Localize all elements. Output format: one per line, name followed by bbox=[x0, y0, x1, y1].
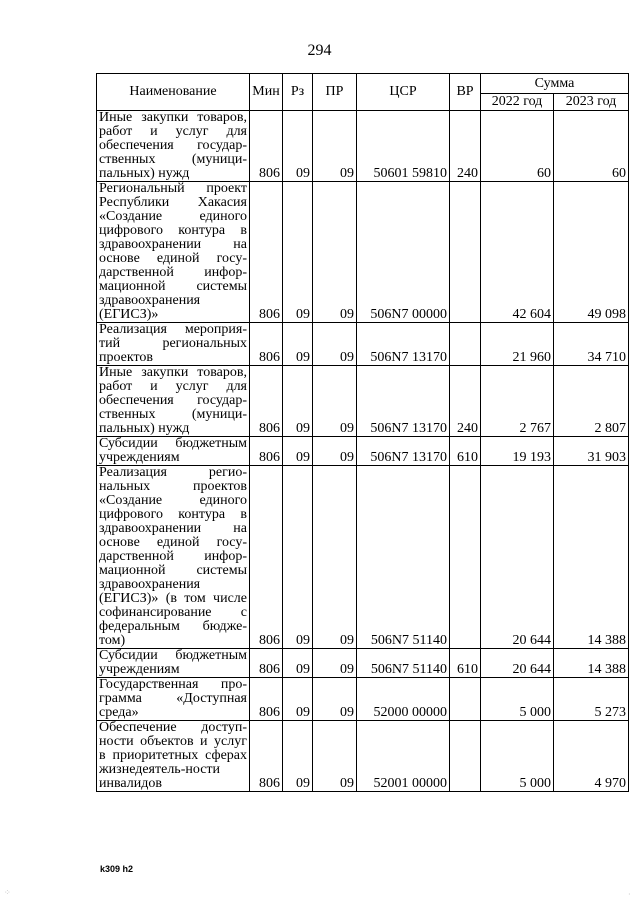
row-name: Региональный проект Республики Хакасия «Создание единого цифрового контура в здравоохранении на основе единой госу-дарственной инфор-мационной системы здравоохранения (ЕГИСЗ)» bbox=[97, 182, 250, 323]
row-pr: 09 bbox=[313, 466, 357, 649]
row-amount-2022: 20 644 bbox=[481, 649, 554, 678]
row-pr: 09 bbox=[313, 649, 357, 678]
row-amount-2023: 31 903 bbox=[554, 437, 629, 466]
row-min: 806 bbox=[250, 111, 283, 182]
row-csr: 506N7 13170 bbox=[357, 323, 450, 366]
row-rz: 09 bbox=[283, 678, 313, 721]
row-amount-2023: 34 710 bbox=[554, 323, 629, 366]
row-amount-2022: 5 000 bbox=[481, 678, 554, 721]
row-csr: 52000 00000 bbox=[357, 678, 450, 721]
header-sum: Сумма bbox=[481, 74, 629, 94]
row-csr: 506N7 13170 bbox=[357, 366, 450, 437]
table-row bbox=[97, 437, 629, 466]
row-name: Субсидии бюджетным учреждениям bbox=[97, 649, 250, 678]
row-min: 806 bbox=[250, 323, 283, 366]
row-rz: 09 bbox=[283, 649, 313, 678]
row-rz: 09 bbox=[283, 366, 313, 437]
header-csr: ЦСР bbox=[357, 74, 450, 111]
row-pr: 09 bbox=[313, 437, 357, 466]
table-row bbox=[97, 649, 629, 678]
row-pr: 09 bbox=[313, 366, 357, 437]
scan-artifact: ⁘ bbox=[4, 888, 11, 897]
row-name: Обеспечение доступ-ности объектов и услуг в приоритетных сферах жизнедеятель-ности инвалидов bbox=[97, 721, 250, 792]
row-pr: 09 bbox=[313, 182, 357, 323]
row-name: Субсидии бюджетным учреждениям bbox=[97, 437, 250, 466]
row-min: 806 bbox=[250, 678, 283, 721]
scan-artifact: · bbox=[628, 890, 631, 899]
row-rz: 09 bbox=[283, 111, 313, 182]
row-vr bbox=[450, 721, 481, 792]
table-row bbox=[97, 366, 629, 437]
row-vr: 610 bbox=[450, 649, 481, 678]
row-vr bbox=[450, 182, 481, 323]
budget-table bbox=[96, 73, 629, 792]
row-amount-2023: 2 807 bbox=[554, 366, 629, 437]
row-amount-2022: 5 000 bbox=[481, 721, 554, 792]
row-name: Иные закупки товаров, работ и услуг для обеспечения государ-ственных (муници-пальных) нужд bbox=[97, 366, 250, 437]
row-amount-2023: 4 970 bbox=[554, 721, 629, 792]
row-vr: 240 bbox=[450, 111, 481, 182]
row-amount-2022: 42 604 bbox=[481, 182, 554, 323]
row-amount-2022: 21 960 bbox=[481, 323, 554, 366]
row-csr: 50601 59810 bbox=[357, 111, 450, 182]
header-year-2023: 2023 год bbox=[554, 94, 629, 111]
row-amount-2022: 2 767 bbox=[481, 366, 554, 437]
row-amount-2023: 5 273 bbox=[554, 678, 629, 721]
row-pr: 09 bbox=[313, 111, 357, 182]
row-csr: 506N7 13170 bbox=[357, 437, 450, 466]
header-year-2022: 2022 год bbox=[481, 94, 554, 111]
table-row bbox=[97, 721, 629, 792]
row-min: 806 bbox=[250, 721, 283, 792]
table-body bbox=[97, 111, 629, 792]
row-min: 806 bbox=[250, 466, 283, 649]
row-rz: 09 bbox=[283, 323, 313, 366]
header-name: Наименование bbox=[97, 74, 250, 111]
row-amount-2022: 60 bbox=[481, 111, 554, 182]
row-pr: 09 bbox=[313, 678, 357, 721]
header-vr: ВР bbox=[450, 74, 481, 111]
row-pr: 09 bbox=[313, 323, 357, 366]
table-row bbox=[97, 678, 629, 721]
row-name: Иные закупки товаров, работ и услуг для обеспечения государ-ственных (муници-пальных) нужд bbox=[97, 111, 250, 182]
header-pr: ПР bbox=[313, 74, 357, 111]
row-name: Реализация мероприя-тий региональных проектов bbox=[97, 323, 250, 366]
row-name: Реализация регио-нальных проектов «Создание единого цифрового контура в здравоохранении на основе единой госу-дарственной инфор-мационной системы здравоохранения (ЕГИСЗ)» (в том числе софинансирование с федеральным бюдже-том) bbox=[97, 466, 250, 649]
row-rz: 09 bbox=[283, 437, 313, 466]
header-rz: Рз bbox=[283, 74, 313, 111]
row-pr: 09 bbox=[313, 721, 357, 792]
row-rz: 09 bbox=[283, 721, 313, 792]
row-name: Государственная про-грамма «Доступная среда» bbox=[97, 678, 250, 721]
table-row bbox=[97, 466, 629, 649]
header-min: Мин bbox=[250, 74, 283, 111]
row-min: 806 bbox=[250, 366, 283, 437]
row-rz: 09 bbox=[283, 182, 313, 323]
row-amount-2022: 20 644 bbox=[481, 466, 554, 649]
row-csr: 506N7 00000 bbox=[357, 182, 450, 323]
row-min: 806 bbox=[250, 649, 283, 678]
table-row bbox=[97, 323, 629, 366]
table-row bbox=[97, 111, 629, 182]
row-rz: 09 bbox=[283, 466, 313, 649]
row-vr: 610 bbox=[450, 437, 481, 466]
row-amount-2023: 60 bbox=[554, 111, 629, 182]
row-min: 806 bbox=[250, 437, 283, 466]
row-amount-2023: 14 388 bbox=[554, 466, 629, 649]
row-csr: 52001 00000 bbox=[357, 721, 450, 792]
table-row bbox=[97, 182, 629, 323]
row-amount-2022: 19 193 bbox=[481, 437, 554, 466]
footer-code: k309 h2 bbox=[100, 864, 134, 874]
row-amount-2023: 49 098 bbox=[554, 182, 629, 323]
row-vr bbox=[450, 466, 481, 649]
row-vr: 240 bbox=[450, 366, 481, 437]
row-csr: 506N7 51140 bbox=[357, 649, 450, 678]
page-number: 294 bbox=[307, 42, 332, 59]
row-amount-2023: 14 388 bbox=[554, 649, 629, 678]
row-csr: 506N7 51140 bbox=[357, 466, 450, 649]
row-vr bbox=[450, 678, 481, 721]
row-min: 806 bbox=[250, 182, 283, 323]
row-vr bbox=[450, 323, 481, 366]
